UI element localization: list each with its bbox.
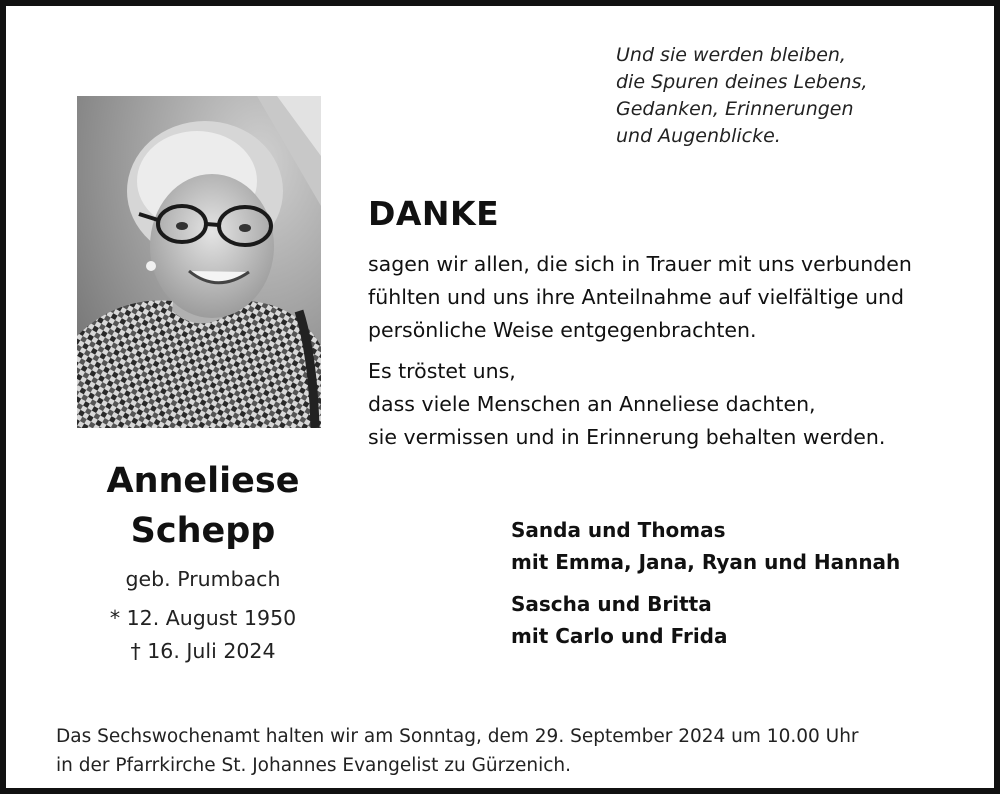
- portrait-photo: [77, 96, 321, 428]
- page-title: DANKE: [368, 194, 500, 233]
- thanks-line: persönliche Weise entgegenbrachten.: [368, 318, 757, 342]
- poem-line: Und sie werden bleiben,: [616, 44, 846, 66]
- poem-line: die Spuren deines Lebens,: [616, 71, 868, 93]
- birth-date: * 12. August 1950: [109, 606, 297, 630]
- footer-line: in der Pfarrkirche St. Johannes Evangelist zu Gürzenich.: [56, 755, 572, 776]
- poem: [616, 42, 956, 150]
- poem-line: Gedanken, Erinnerungen: [616, 98, 854, 120]
- last-name: Schepp: [130, 511, 276, 551]
- deceased-info: [76, 456, 330, 668]
- family-signatures: [511, 514, 981, 652]
- birth-name: geb. Prumbach: [125, 567, 281, 591]
- thanks-text: [368, 248, 968, 454]
- life-dates: [76, 602, 330, 668]
- footer-line: Das Sechswochenamt halten wir am Sonntag, dem 29. September 2024 um 10.00 Uhr: [56, 726, 859, 747]
- poem-line: und Augenblicke.: [616, 125, 781, 147]
- thanks-line: Es tröstet uns,: [368, 359, 516, 383]
- thanks-line: fühlten und uns ihre Anteilnahme auf vielfältige und: [368, 285, 905, 309]
- family-line: Sascha und Britta: [511, 592, 712, 616]
- thanks-line: sagen wir allen, die sich in Trauer mit uns verbunden: [368, 252, 912, 276]
- family-line: mit Carlo und Frida: [511, 624, 728, 648]
- service-notice: [56, 722, 976, 780]
- thanks-line: dass viele Menschen an Anneliese dachten,: [368, 392, 816, 416]
- family-line: mit Emma, Jana, Ryan und Hannah: [511, 550, 901, 574]
- death-date: † 16. Juli 2024: [130, 639, 276, 663]
- family-line: Sanda und Thomas: [511, 518, 726, 542]
- thanks-line: sie vermissen und in Erinnerung behalten werden.: [368, 425, 886, 449]
- first-name: Anneliese: [106, 461, 300, 501]
